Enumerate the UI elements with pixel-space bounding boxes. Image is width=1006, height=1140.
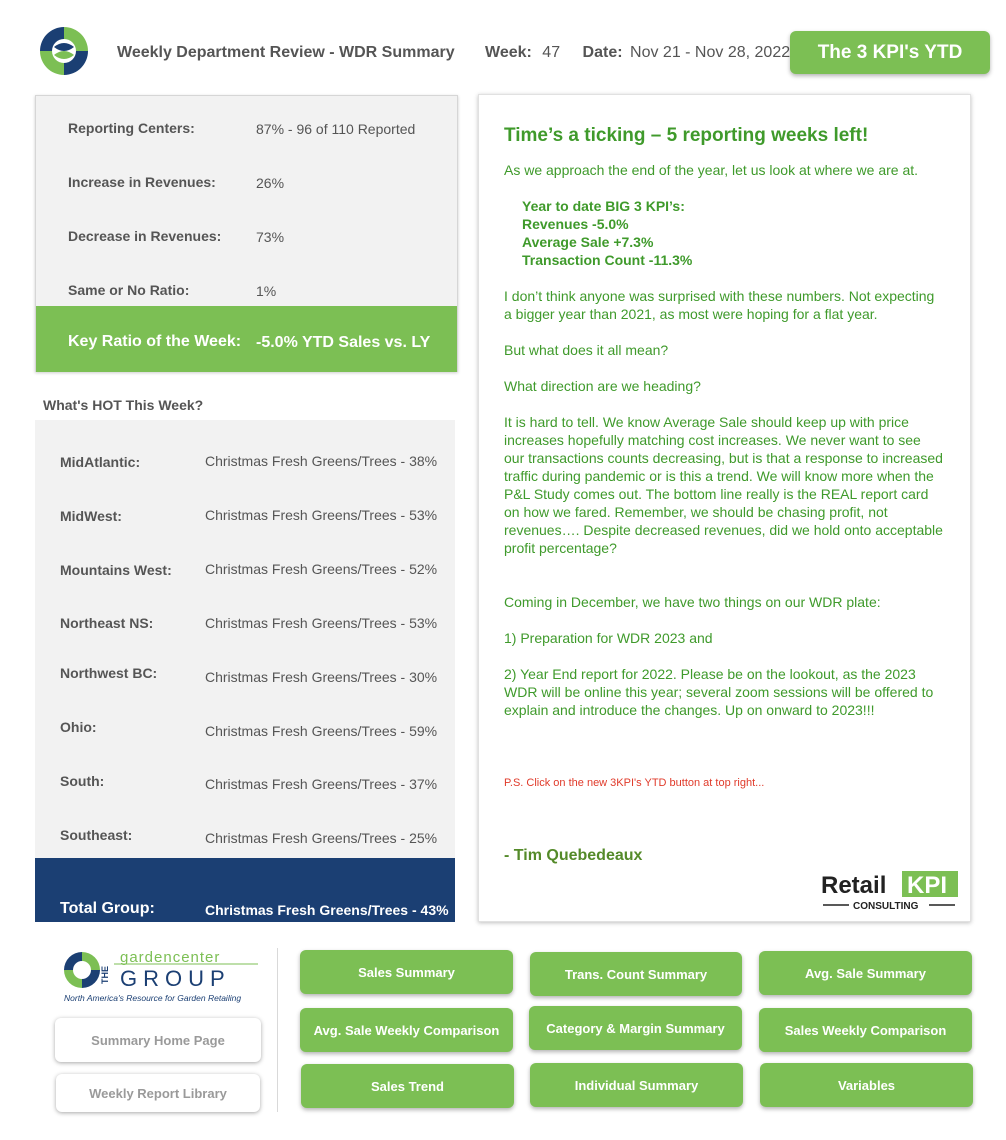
region-label: MidAtlantic: — [60, 454, 141, 470]
stat-value: 87% - 96 of 110 Reported — [256, 121, 416, 137]
message-paragraph: It is hard to tell. We know Average Sale should keep up with price increases hopefully matching cost increases. We never want to see our transactions counts decreasing, but is that a response to increased traffic during pandemic or is this a trend. We will know more when the P&L Study comes out. The bottom line really is the REAL report card on how we fared. Remember, we should be chasing profit, not revenues…. Despite decreased revenues, did we hold onto acceptable profit percentage? — [504, 414, 943, 556]
region-value: Christmas Fresh Greens/Trees - 53% — [205, 507, 438, 523]
region-label: Northwest BC: — [60, 665, 158, 681]
key-ratio-value: -5.0% YTD Sales vs. LY — [256, 334, 431, 351]
region-value: Christmas Fresh Greens/Trees - 38% — [205, 453, 438, 469]
summary-home-page-button[interactable]: Summary Home Page — [55, 1018, 261, 1062]
variables-button[interactable]: Variables — [760, 1063, 973, 1107]
region-value: Christmas Fresh Greens/Trees - 59% — [205, 723, 438, 739]
region-value: Christmas Fresh Greens/Trees - 52% — [205, 561, 438, 577]
message-paragraph: What direction are we heading? — [504, 378, 701, 394]
page-title: Weekly Department Review - WDR Summary — [117, 44, 455, 61]
company-logo — [38, 25, 90, 77]
message-paragraph: 2) Year End report for 2022. Please be on the lookout, as the 2023 WDR will be online this year; several zoom sessions will be offered to explain and introduce the changes. Up on onward to 2023!!! — [504, 666, 934, 718]
retailkpi-logo — [819, 869, 959, 913]
trans-count-summary-button[interactable]: Trans. Count Summary — [530, 952, 742, 996]
gcg-tagline: North America's Resource for Garden Retailing — [64, 993, 242, 1003]
sales-trend-button[interactable]: Sales Trend — [301, 1064, 514, 1108]
avg-sale-summary-button[interactable]: Avg. Sale Summary — [759, 951, 972, 995]
region-label: MidWest: — [60, 508, 122, 524]
date-label: Date: — [582, 44, 623, 61]
total-group-value: Christmas Fresh Greens/Trees - 43% — [205, 902, 449, 918]
stat-value: 73% — [256, 229, 285, 245]
week-label: Week: — [485, 44, 532, 61]
stat-value: 1% — [256, 283, 277, 299]
gcg-line1: gardencenter — [120, 950, 221, 966]
message-paragraph: But what does it all mean? — [504, 342, 669, 358]
hot-regions-panel — [35, 420, 455, 922]
message-paragraph: I don’t think anyone was surprised with these numbers. Not expecting a bigger year than 2021, as most were hoping for a flat year. — [504, 288, 935, 322]
kpi-ytd-button[interactable]: The 3 KPI's YTD — [790, 31, 990, 74]
retailkpi-logo-text-a: Retail — [821, 872, 887, 899]
date-value: Nov 21 - Nov 28, 2022 — [630, 44, 791, 61]
stat-value: 26% — [256, 175, 285, 191]
kpi-transaction-count: Transaction Count -11.3% — [522, 252, 693, 268]
message-postscript: P.S. Click on the new 3KPI's YTD button at top right... — [504, 777, 765, 789]
category-margin-summary-button[interactable]: Category & Margin Summary — [529, 1006, 742, 1050]
region-label: Southeast: — [60, 827, 133, 843]
retailkpi-logo-sub: CONSULTING — [853, 901, 919, 912]
total-group-bar — [35, 858, 455, 922]
retailkpi-logo-text-b: KPI — [907, 872, 948, 899]
total-group-label: Total Group: — [60, 900, 155, 917]
gcg-line2: GROUP — [120, 966, 231, 991]
kpi-revenues: Revenues -5.0% — [522, 216, 629, 232]
individual-summary-button[interactable]: Individual Summary — [530, 1063, 743, 1107]
region-label: Ohio: — [60, 719, 97, 735]
week-date-info — [485, 44, 790, 62]
region-label: Northeast NS: — [60, 615, 154, 631]
message-panel — [478, 94, 971, 922]
region-value: Christmas Fresh Greens/Trees - 53% — [205, 615, 438, 631]
stat-label: Decrease in Revenues: — [68, 228, 222, 244]
weekly-report-library-button[interactable]: Weekly Report Library — [56, 1074, 260, 1112]
message-paragraph: Coming in December, we have two things on our WDR plate: — [504, 594, 881, 610]
garden-center-group-logo — [62, 950, 262, 1006]
key-ratio-label: Key Ratio of the Week: — [68, 333, 242, 350]
region-value: Christmas Fresh Greens/Trees - 30% — [205, 669, 438, 685]
message-intro: As we approach the end of the year, let us look at where we are at. — [504, 162, 919, 178]
summary-stats-panel — [35, 95, 458, 372]
key-ratio-bar — [36, 306, 457, 372]
region-value: Christmas Fresh Greens/Trees - 37% — [205, 776, 438, 792]
region-value: Christmas Fresh Greens/Trees - 25% — [205, 830, 438, 846]
gcg-the: THE — [100, 966, 110, 984]
message-paragraph: 1) Preparation for WDR 2023 and — [504, 630, 713, 646]
hot-section-title: What's HOT This Week? — [43, 397, 204, 413]
stat-label: Reporting Centers: — [68, 120, 195, 136]
kpi-heading: Year to date BIG 3 KPI’s: — [522, 198, 685, 214]
message-signature: - Tim Quebedeaux — [504, 847, 643, 864]
nav-divider — [277, 948, 278, 1112]
avg-sale-weekly-comparison-button[interactable]: Avg. Sale Weekly Comparison — [300, 1008, 513, 1052]
message-title: Time’s a ticking – 5 reporting weeks left! — [504, 125, 869, 146]
sales-weekly-comparison-button[interactable]: Sales Weekly Comparison — [759, 1008, 972, 1052]
region-label: South: — [60, 773, 105, 789]
kpi-summary-block — [522, 197, 944, 269]
stat-label: Increase in Revenues: — [68, 174, 216, 190]
region-label: Mountains West: — [60, 562, 172, 578]
sales-summary-button[interactable]: Sales Summary — [300, 950, 513, 994]
week-value: 47 — [542, 44, 561, 61]
kpi-avg-sale: Average Sale +7.3% — [522, 234, 654, 250]
stat-label: Same or No Ratio: — [68, 282, 190, 298]
